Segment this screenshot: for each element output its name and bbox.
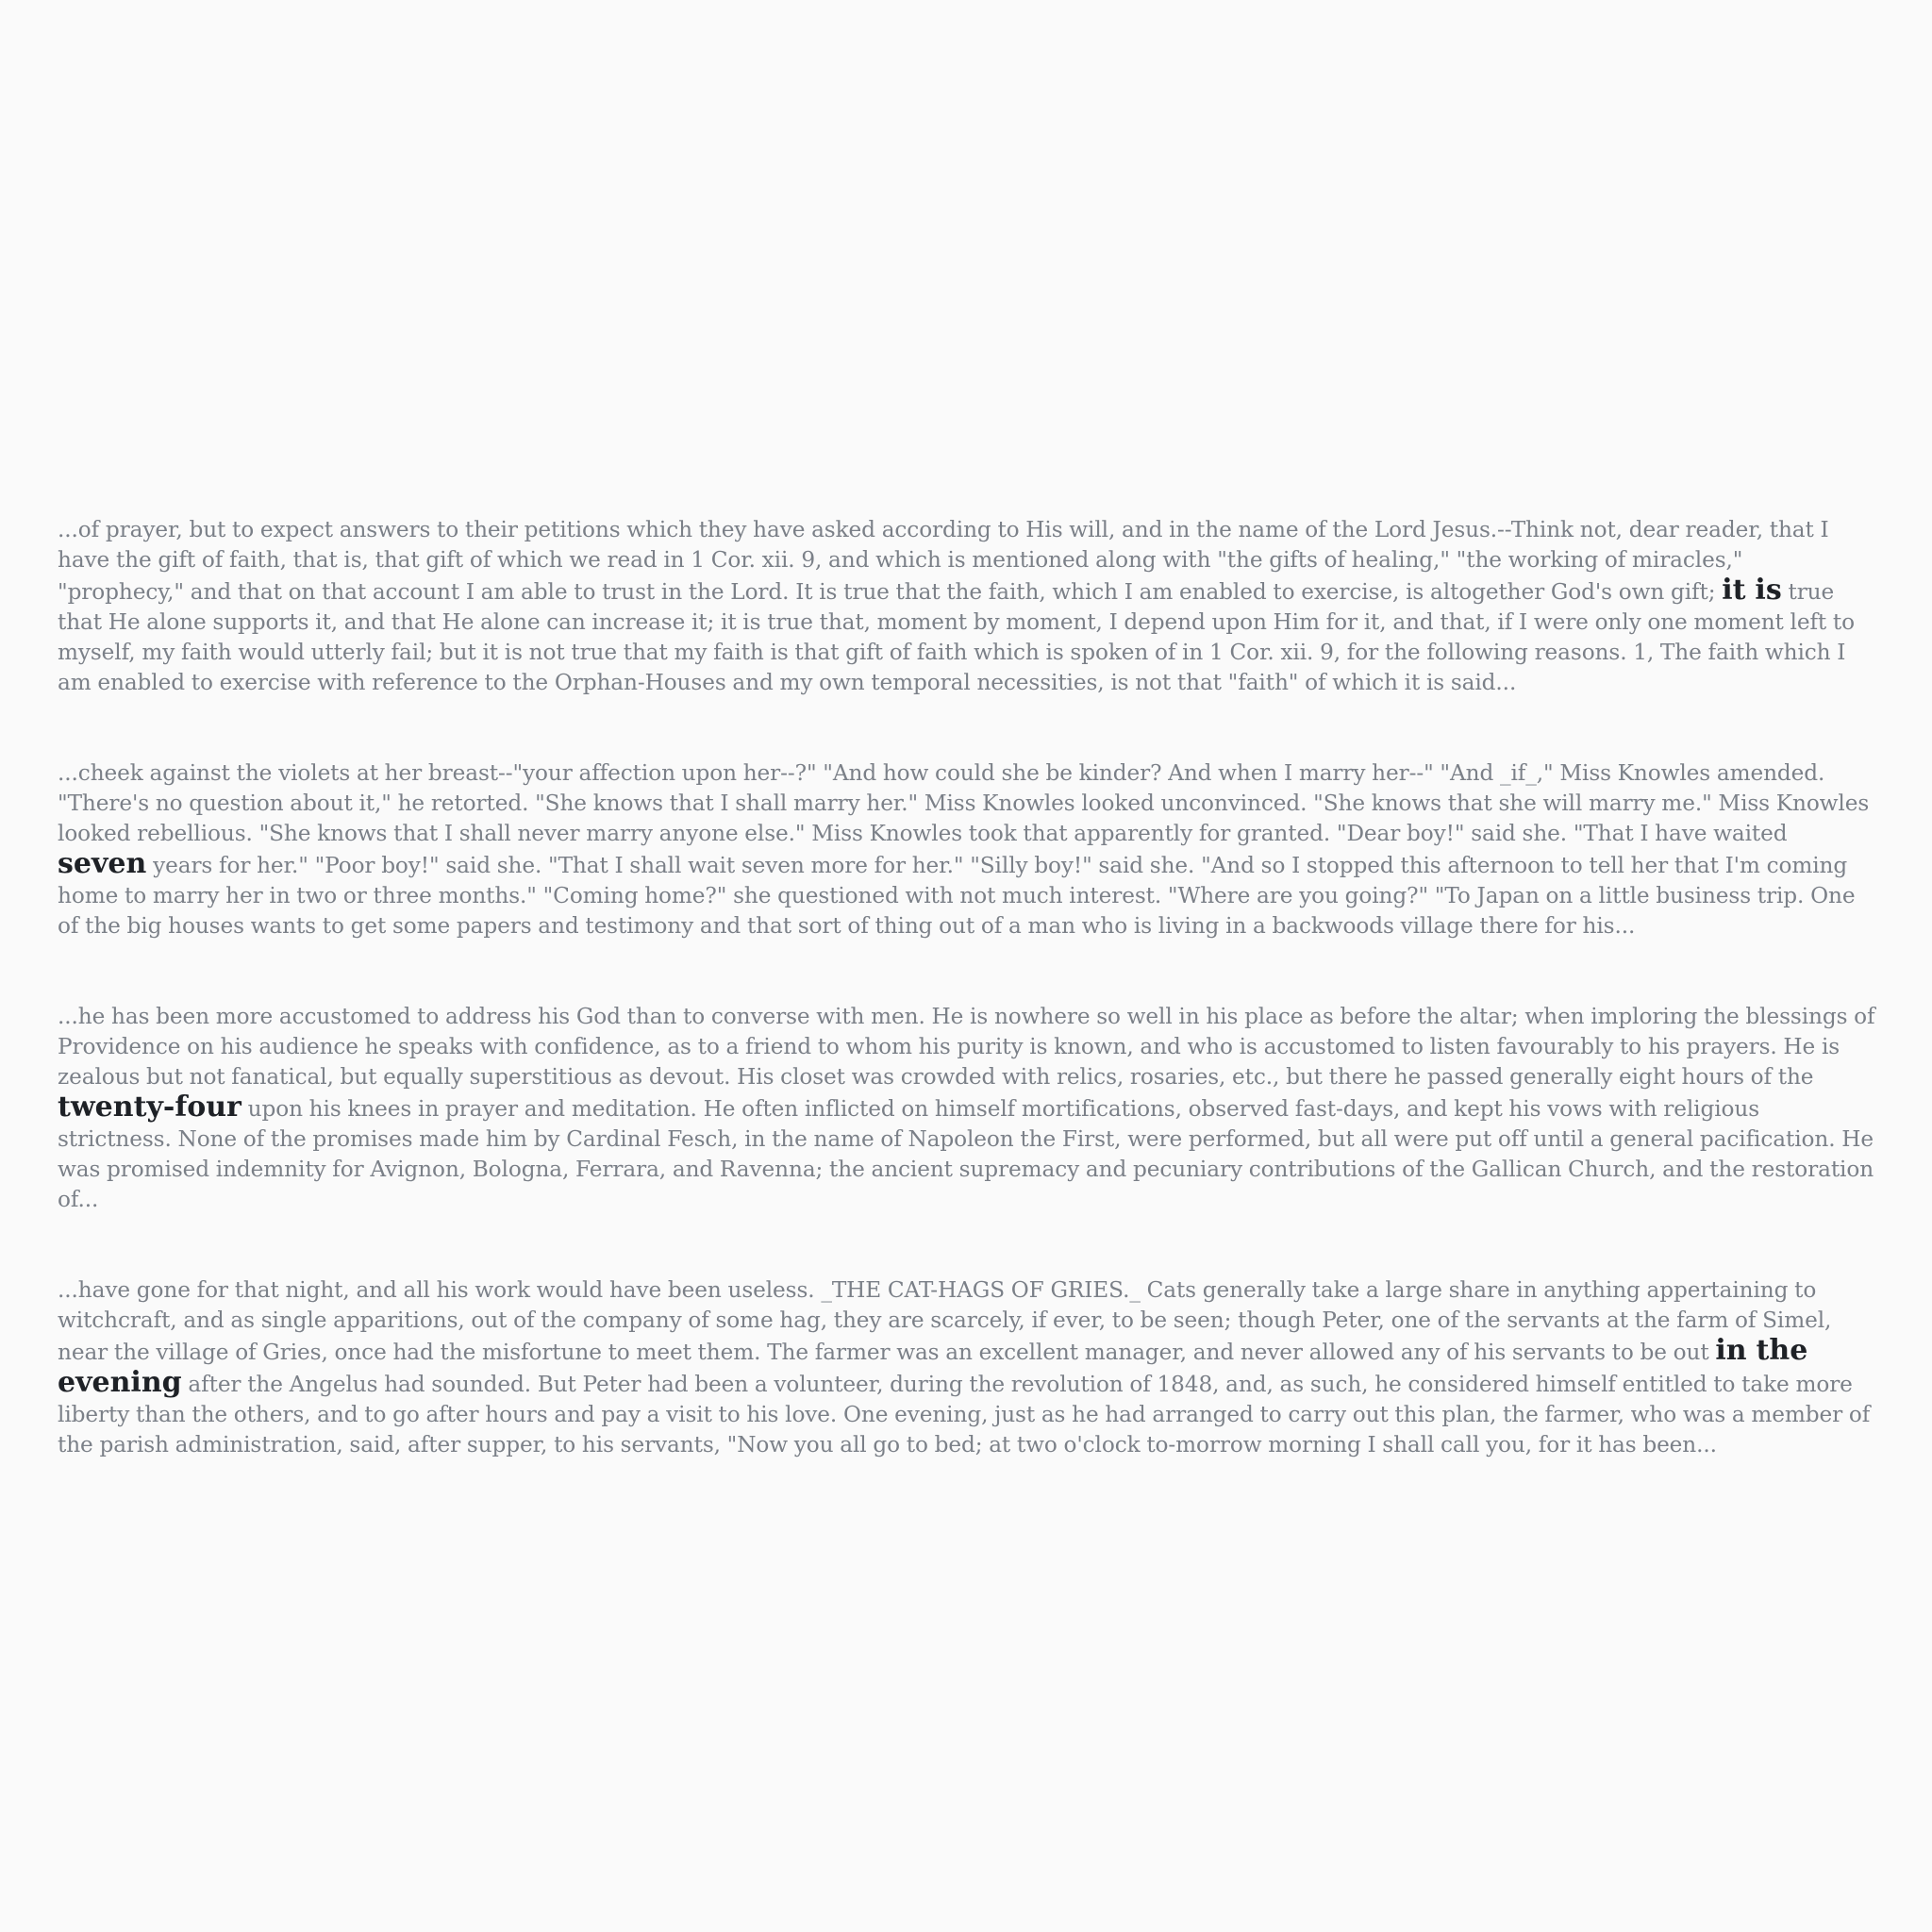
highlighted-phrase: in the evening [58,1334,1808,1399]
highlighted-phrase: seven [58,847,147,880]
excerpt-text-before: ...cheek against the violets at her breast--"your affection upon her--?" "And how could she be kinder? And when I marry her--" "And _if_," Miss Knowles amended. "There's no question about it," he retorted. "She knows that I shall marry her." Miss Knowles looked unconvinced. "She knows that she will marry me." Miss Knowles looked rebellious. "She knows that I shall never marry anyone else." Miss Knowles took that apparently for granted. "Dear boy!" said she. "That I have waited [58,760,1870,846]
highlighted-phrase: it is [1722,574,1782,607]
excerpt-text-after: upon his knees in prayer and meditation. He often inflicted on himself mortifications, observed fast-days, and kept his vows with religious strictness. None of the promises made him by Cardinal Fesch, in the name of Napoleon the First, were performed, but all were put off until a general pacification. He was promised indemnity for Avignon, Bologna, Ferrara, and Ravenna; the ancient supremacy and pecuniary contributions of the Gallican Church, and the restoration of... [58,1096,1874,1212]
excerpt-4 [58,1275,1875,1460]
excerpt-1 [58,515,1875,698]
excerpt-text-after: years for her." "Poor boy!" said she. "That I shall wait seven more for her." "Silly boy!" said she. "And so I stopped this afternoon to tell her that I'm coming home to marry her in two or three months." "Coming home?" she questioned with not much interest. "Where are you going?" "To Japan on a little business trip. One of the big houses wants to get some papers and testimony and that sort of thing out of a man who is living in a backwoods village there for his... [58,853,1856,939]
highlighted-phrase: twenty-four [58,1091,242,1124]
excerpt-2 [58,758,1875,941]
excerpt-text-before: ...he has been more accustomed to address his God than to converse with men. He is nowhere so well in his place as before the altar; when imploring the blessings of Providence on his audience he speaks with confidence, as to a friend to whom his purity is known, and who is accustomed to listen favourably to his prayers. He is zealous but not fanatical, but equally superstitious as devout. His closet was crowded with relics, rosaries, etc., but there he passed generally eight hours of the [58,1004,1875,1090]
excerpt-text-after: after the Angelus had sounded. But Peter had been a volunteer, during the revolution of 1848, and, as such, he considered himself entitled to take more liberty than the others, and to go after hours and pay a visit to his love. One evening, just as he had arranged to carry out this plan, the farmer, who was a member of the parish administration, said, after supper, to his servants, "Now you all go to bed; at two o'clock to-morrow morning I shall call you, for it has been... [58,1372,1871,1457]
excerpt-text-before: ...have gone for that night, and all his work would have been useless. _THE CAT-HAGS OF GRIES._ Cats generally take a large share in anything appertaining to witchcraft, and as single apparitions, out of the company of some hag, they are scarcely, if ever, to be seen; though Peter, one of the servants at the farm of Simel, near the village of Gries, once had the misfortune to meet them. The farmer was an excellent manager, and never allowed any of his servants to be out [58,1277,1832,1365]
excerpt-3 [58,1002,1875,1215]
excerpt-text-before: ...of prayer, but to expect answers to their petitions which they have asked according to His will, and in the name of the Lord Jesus.--Think not, dear reader, that I have the gift of faith, that is, that gift of which we read in 1 Cor. xii. 9, and which is mentioned along with "the gifts of healing," "the working of miracles," "prophecy," and that on that account I am able to trust in the Lord. It is true that the faith, which I am enabled to exercise, is altogether God's own gift; [58,517,1829,605]
excerpt-text-after: true that He alone supports it, and that He alone can increase it; it is true that, moment by moment, I depend upon Him for it, and that, if I were only one moment left to myself, my faith would utterly fail; but it is not true that my faith is that gift of faith which is spoken of in 1 Cor. xii. 9, for the following reasons. 1, The faith which I am enabled to exercise with reference to the Orphan-Houses and my own temporal necessities, is not that "faith" of which it is said... [58,579,1856,695]
